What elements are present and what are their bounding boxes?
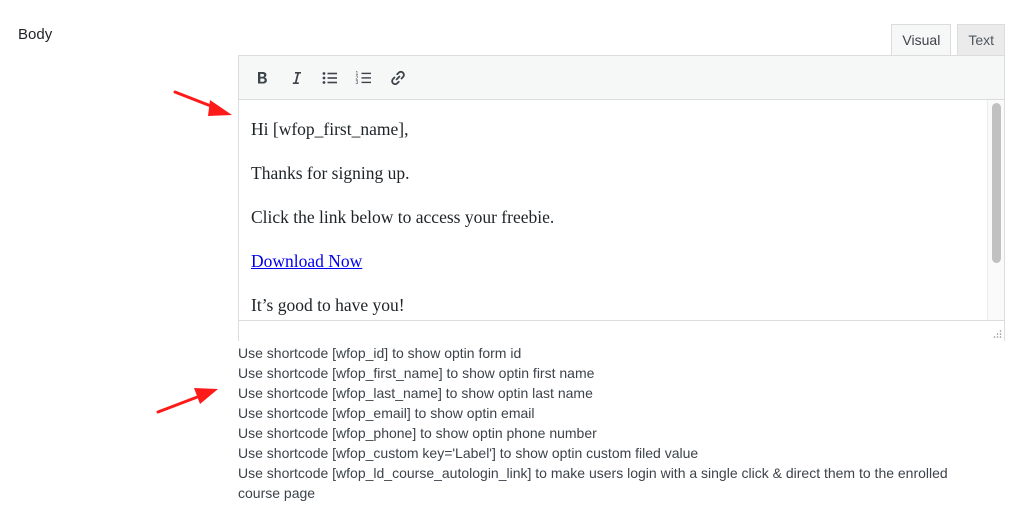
link-paragraph <box>251 250 992 272</box>
numbered-list-button[interactable] <box>351 65 377 91</box>
bulleted-list-button[interactable] <box>317 65 343 91</box>
help-line-phone: Use shortcode [wfop_phone] to show optin phone number <box>238 425 597 441</box>
annotation-arrow-icon <box>170 86 240 122</box>
numbered-list-icon <box>355 70 373 86</box>
instruction-paragraph: Click the link below to access your freebie. <box>251 207 555 227</box>
shortcode-help-list <box>238 343 978 503</box>
editor-content[interactable] <box>239 100 1004 316</box>
svg-text:3: 3 <box>355 79 359 86</box>
tab-visual[interactable]: Visual <box>891 24 951 56</box>
resize-handle-icon[interactable] <box>992 329 1002 339</box>
help-line-id: Use shortcode [wfop_id] to show optin form id <box>238 345 522 361</box>
italic-button[interactable] <box>283 65 309 91</box>
help-line-autologin: Use shortcode [wfop_ld_course_autologin_link] to make users login with a single click & direct them to the enrolled course page <box>238 465 948 501</box>
annotation-arrow-icon <box>150 380 222 420</box>
download-now-link[interactable]: Download Now <box>251 251 363 271</box>
help-line-custom: Use shortcode [wfop_custom key='Label'] to show optin custom filed value <box>238 445 699 461</box>
bold-icon <box>254 70 270 86</box>
editor-scrollbar-thumb[interactable] <box>992 103 1001 263</box>
help-line-first-name: Use shortcode [wfop_first_name] to show optin first name <box>238 365 595 381</box>
greeting-paragraph: Hi [wfop_first_name], <box>251 119 409 139</box>
tab-text[interactable]: Text <box>957 24 1005 55</box>
thanks-paragraph: Thanks for signing up. <box>251 163 410 183</box>
help-line-email: Use shortcode [wfop_email] to show optin email <box>238 405 535 421</box>
editor-scrollbar[interactable] <box>987 100 1004 320</box>
rich-text-editor <box>238 55 1005 341</box>
editor-status-bar <box>239 321 1004 341</box>
help-line-last-name: Use shortcode [wfop_last_name] to show optin last name <box>238 385 593 401</box>
closing-paragraph: It’s good to have you! <box>251 295 405 315</box>
svg-text:2: 2 <box>355 75 359 82</box>
svg-text:1: 1 <box>355 70 359 77</box>
italic-icon <box>288 70 304 86</box>
insert-link-button[interactable] <box>385 65 411 91</box>
link-icon <box>389 69 407 87</box>
body-field-label: Body <box>18 26 53 43</box>
editor-content-area[interactable] <box>239 100 1004 321</box>
bold-button[interactable] <box>249 65 275 91</box>
editor-mode-tabs <box>891 24 1005 55</box>
editor-toolbar <box>239 56 1004 100</box>
bulleted-list-icon <box>321 70 339 86</box>
